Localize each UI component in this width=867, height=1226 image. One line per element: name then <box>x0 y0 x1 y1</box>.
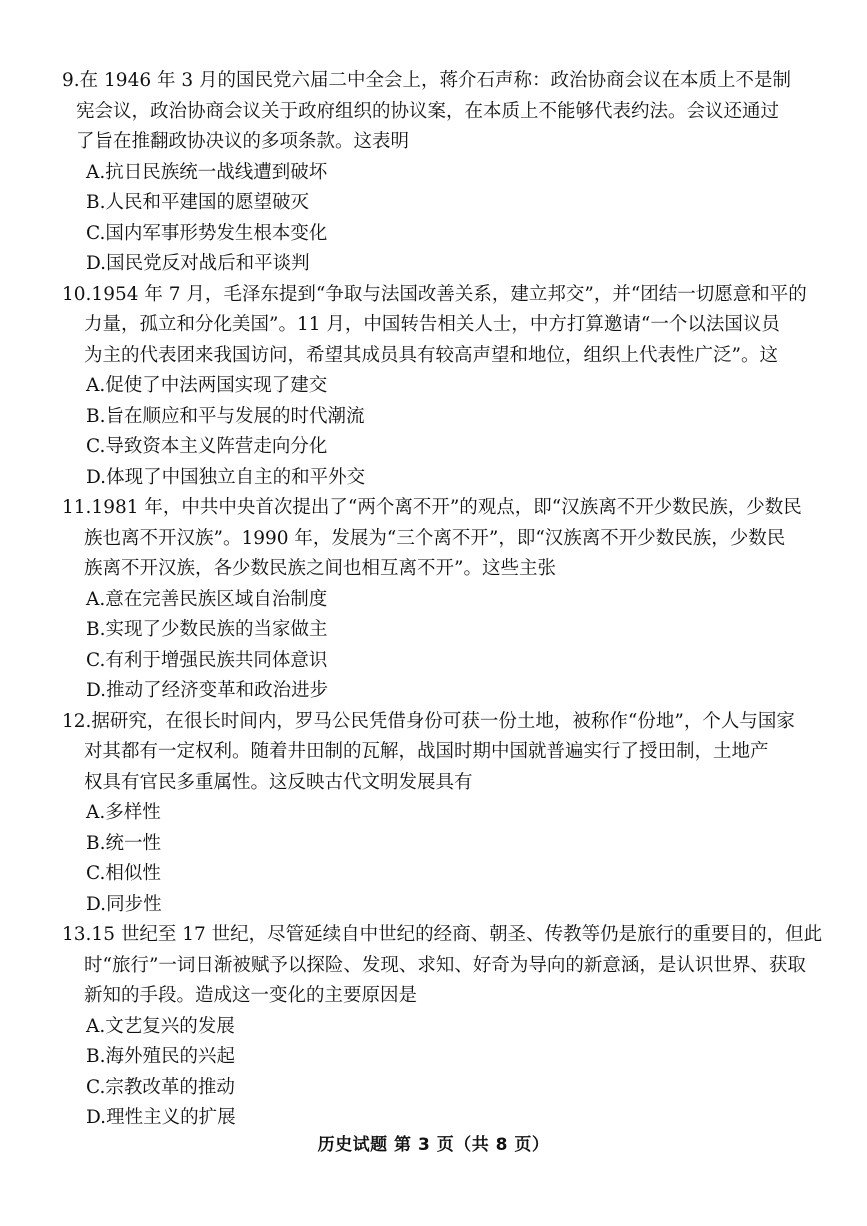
question-13 <box>62 920 832 1134</box>
question-number: 11. <box>62 497 92 518</box>
option-key: D. <box>86 466 107 488</box>
question-stem-line <box>62 920 832 951</box>
option-text: 多样性 <box>105 802 161 823</box>
option-text: 意在完善民族区域自治制度 <box>105 588 328 610</box>
option-text: 理性主义的扩展 <box>106 1107 236 1128</box>
option-b <box>62 829 832 860</box>
question-stem-line: 为主的代表团来我国访问，希望其成员具有较高声望和地位，组织上代表性广泛”。这 <box>84 344 778 366</box>
option-text: 实现了少数民族的当家做主 <box>105 619 328 640</box>
option-a <box>62 371 832 402</box>
option-text: 推动了经济变革和政治进步 <box>106 680 329 701</box>
option-d <box>62 890 832 921</box>
option-key: A. <box>86 375 106 396</box>
question-stem-text: 15 世纪至 17 世纪，尽管延续自中世纪的经商、朝圣、传教等仍是旅行的重要目的，但此 <box>91 924 823 945</box>
question-stem-line: 了旨在推翻政协决议的多项条款。这表明 <box>76 131 410 152</box>
option-text: 文艺复兴的发展 <box>105 1015 235 1037</box>
option-text: 同步性 <box>106 893 162 915</box>
option-c <box>62 859 832 890</box>
option-text: 有利于增强民族共同体意识 <box>105 649 328 671</box>
option-c <box>62 219 832 250</box>
option-a <box>62 1012 832 1043</box>
option-d <box>62 463 832 494</box>
question-stem-line <box>62 280 832 311</box>
question-12 <box>62 707 832 921</box>
option-text: 体现了中国独立自主的和平外交 <box>106 466 366 488</box>
option-b <box>62 1042 832 1073</box>
option-text: 国民党反对战后和平谈判 <box>106 253 310 274</box>
option-text: 统一性 <box>105 832 161 854</box>
question-stem-line <box>62 707 832 738</box>
option-c <box>62 646 832 677</box>
question-stem-line: 新知的手段。造成这一变化的主要原因是 <box>84 985 418 1006</box>
question-11 <box>62 493 832 707</box>
question-stem-text: 在 1946 年 3 月的国民党六届二中全会上，蒋介石声称：政治协商会议在本质上不是制 <box>79 70 792 91</box>
option-key: C. <box>86 436 106 457</box>
option-key: B. <box>86 619 106 640</box>
option-text: 抗日民族统一战线遭到破坏 <box>105 161 328 183</box>
question-stem-line <box>62 493 832 524</box>
question-number: 10. <box>62 283 92 305</box>
page-footer: 历史试题 第 3 页（共 8 页） <box>317 1135 550 1155</box>
option-c <box>62 432 832 463</box>
question-stem-line: 对其都有一定权利。随着井田制的瓦解，战国时期中国就普遍实行了授田制，土地产 <box>84 741 769 762</box>
option-key: C. <box>86 649 106 671</box>
option-d <box>62 1103 832 1134</box>
option-text: 人民和平建国的愿望破灭 <box>105 192 309 213</box>
option-key: B. <box>86 832 106 854</box>
question-number: 9. <box>62 70 80 91</box>
question-stem-line: 权具有官民多重属性。这反映古代文明发展具有 <box>84 771 473 793</box>
option-a <box>62 585 832 616</box>
option-text: 相似性 <box>105 863 161 884</box>
option-key: C. <box>86 863 106 884</box>
option-text: 促使了中法两国实现了建交 <box>105 375 328 396</box>
question-number: 12. <box>62 710 92 732</box>
option-text: 海外殖民的兴起 <box>105 1046 235 1067</box>
question-9 <box>62 66 832 280</box>
question-stem-line: 时“旅行”一词日渐被赋予以探险、发现、求知、好奇为导向的新意涵，是认识世界、获取 <box>84 954 806 976</box>
option-key: D. <box>86 680 107 701</box>
question-stem-line <box>62 66 832 97</box>
question-10 <box>62 280 832 494</box>
option-text: 导致资本主义阵营走向分化 <box>105 436 328 457</box>
option-text: 旨在顺应和平与发展的时代潮流 <box>105 405 365 427</box>
option-key: D. <box>86 893 107 915</box>
question-stem-text: 据研究，在很长时间内，罗马公民凭借身份可获一份土地，被称作“份地”，个人与国家 <box>91 710 795 732</box>
question-stem-text: 1981 年，中共中央首次提出了“两个离不开”的观点，即“汉族离不开少数民族，少数民 <box>91 497 802 518</box>
option-key: A. <box>86 161 106 183</box>
question-stem-line: 族离不开汉族，各少数民族之间也相互离不开”。这些主张 <box>84 558 556 579</box>
option-key: C. <box>86 1076 106 1098</box>
option-b <box>62 402 832 433</box>
question-stem-line: 力量，孤立和分化美国”。11 月，中国转告相关人士，中方打算邀请“一个以法国议员 <box>84 314 780 335</box>
option-a <box>62 798 832 829</box>
option-key: B. <box>86 405 106 427</box>
option-key: D. <box>86 1107 107 1128</box>
option-d <box>62 249 832 280</box>
question-number: 13. <box>62 924 92 945</box>
option-c <box>62 1073 832 1104</box>
question-stem-line: 宪会议，政治协商会议关于政府组织的协议案，在本质上不能够代表约法。会议还通过 <box>76 100 780 122</box>
option-key: A. <box>86 1015 106 1037</box>
question-list <box>62 66 832 1134</box>
option-key: A. <box>86 802 106 823</box>
option-key: C. <box>86 222 106 244</box>
option-b <box>62 615 832 646</box>
option-key: B. <box>86 192 106 213</box>
option-a <box>62 158 832 189</box>
option-b <box>62 188 832 219</box>
option-key: D. <box>86 253 107 274</box>
option-key: B. <box>86 1046 106 1067</box>
option-text: 国内军事形势发生根本变化 <box>105 222 328 244</box>
option-d <box>62 676 832 707</box>
option-text: 宗教改革的推动 <box>105 1076 235 1098</box>
option-key: A. <box>86 588 106 610</box>
question-stem-text: 1954 年 7 月，毛泽东提到“争取与法国改善关系，建立邦交”，并“团结一切愿意和平的 <box>91 283 807 305</box>
question-stem-line: 族也离不开汉族”。1990 年，发展为“三个离不开”，即“汉族离不开少数民族，少数民 <box>84 527 786 549</box>
